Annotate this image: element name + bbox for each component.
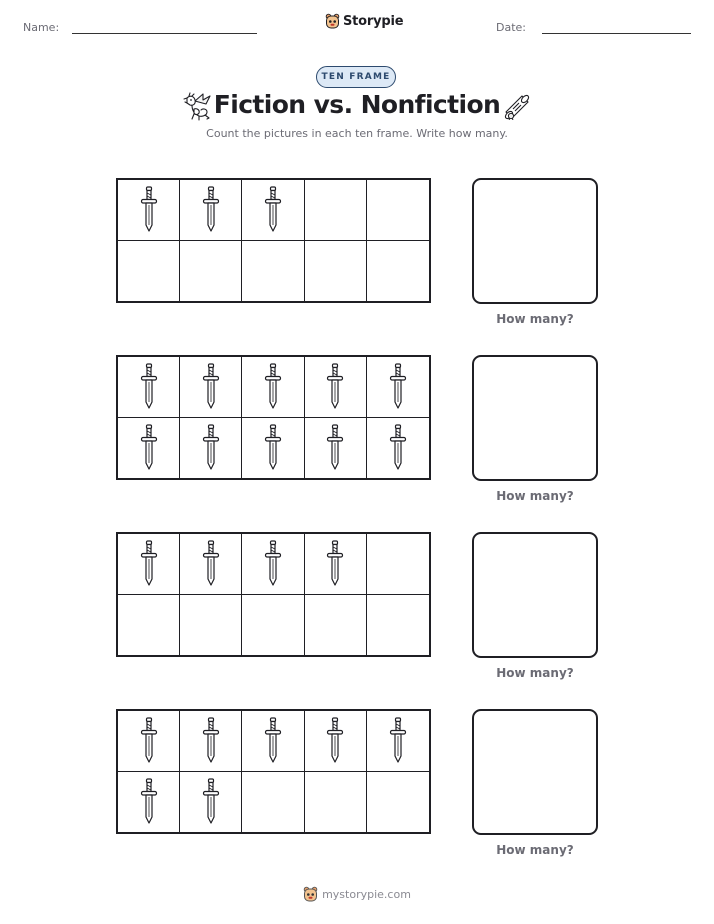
ten-frame-cell (305, 595, 367, 656)
ten-frame-cell (305, 772, 367, 833)
ten-frame-cell (367, 711, 429, 772)
ten-frame-cell (367, 180, 429, 241)
ten-frame-cell (118, 241, 180, 302)
date-label: Date: (496, 21, 526, 34)
storypie-mascot-icon (325, 13, 340, 29)
dagger-icon (140, 540, 158, 588)
ten-frame-cell (242, 595, 304, 656)
ten-frame-cell (242, 772, 304, 833)
ten-frame-4 (116, 709, 431, 834)
ten-frame-cell (118, 357, 180, 418)
dagger-icon (202, 186, 220, 234)
ten-frame-cell (242, 357, 304, 418)
ten-frame-cell (367, 418, 429, 479)
ten-frame-cell (242, 711, 304, 772)
dagger-icon (140, 363, 158, 411)
dagger-icon (202, 778, 220, 826)
answer-box-1[interactable] (472, 178, 598, 304)
ten-frame-cell (118, 595, 180, 656)
dagger-icon (140, 186, 158, 234)
dagger-icon (264, 717, 282, 765)
ten-frame-1 (116, 178, 431, 303)
ten-frame-cell (118, 418, 180, 479)
ten-frame-cell (305, 241, 367, 302)
dagger-icon (264, 363, 282, 411)
ten-frame-cell (242, 418, 304, 479)
dagger-icon (264, 424, 282, 472)
answer-box-3[interactable] (472, 532, 598, 658)
name-label: Name: (23, 21, 60, 34)
ten-frame-cell (180, 595, 242, 656)
date-line[interactable] (542, 33, 691, 34)
ten-frame-2 (116, 355, 431, 480)
storypie-logo (325, 13, 403, 29)
dagger-icon (389, 424, 407, 472)
ten-frame-cell (118, 534, 180, 595)
ten-frame-3 (116, 532, 431, 657)
ten-frame-cell (242, 180, 304, 241)
dagger-icon (202, 717, 220, 765)
dagger-icon (140, 778, 158, 826)
dagger-icon (326, 540, 344, 588)
ten-frame-cell (180, 418, 242, 479)
dagger-icon (326, 717, 344, 765)
how-many-label-4: How many? (496, 843, 574, 857)
footer (0, 886, 714, 902)
how-many-label-2: How many? (496, 489, 574, 503)
dagger-icon (326, 363, 344, 411)
how-many-label-1: How many? (496, 312, 574, 326)
page-title: Fiction vs. Nonfiction (213, 90, 501, 119)
dagger-icon (202, 424, 220, 472)
how-many-label-3: How many? (496, 666, 574, 680)
ten-frame-cell (305, 357, 367, 418)
ten-frame-cell (305, 534, 367, 595)
ten-frame-badge: TEN FRAME (316, 66, 396, 88)
ten-frame-cell (305, 180, 367, 241)
ten-frame-cell (180, 357, 242, 418)
ten-frame-cell (118, 711, 180, 772)
dagger-icon (264, 540, 282, 588)
ten-frame-cell (367, 595, 429, 656)
ten-frame-cell (180, 772, 242, 833)
ten-frame-cell (118, 772, 180, 833)
answer-box-2[interactable] (472, 355, 598, 481)
dagger-icon (140, 717, 158, 765)
ten-frame-cell (367, 241, 429, 302)
ten-frame-cell (367, 357, 429, 418)
ten-frame-cell (305, 711, 367, 772)
brand-name: Storypie (343, 13, 404, 29)
instructions: Count the pictures in each ten frame. Write how many. (206, 127, 508, 140)
answer-box-4[interactable] (472, 709, 598, 835)
ten-frame-cell (367, 534, 429, 595)
scroll-icon (500, 92, 532, 120)
ten-frame-cell (180, 534, 242, 595)
footer-url: mystorypie.com (322, 887, 411, 901)
ten-frame-cell (367, 772, 429, 833)
ten-frame-cell (180, 711, 242, 772)
ten-frame-cell (305, 418, 367, 479)
dagger-icon (202, 363, 220, 411)
ten-frame-cell (118, 180, 180, 241)
ten-frame-cell (180, 241, 242, 302)
ten-frame-cell (180, 180, 242, 241)
storypie-mascot-icon (303, 886, 318, 902)
name-line[interactable] (72, 33, 257, 34)
dagger-icon (389, 717, 407, 765)
dagger-icon (264, 186, 282, 234)
dagger-icon (140, 424, 158, 472)
ten-frame-cell (242, 534, 304, 595)
dagger-icon (326, 424, 344, 472)
dagger-icon (389, 363, 407, 411)
dagger-icon (202, 540, 220, 588)
ten-frame-cell (242, 241, 304, 302)
